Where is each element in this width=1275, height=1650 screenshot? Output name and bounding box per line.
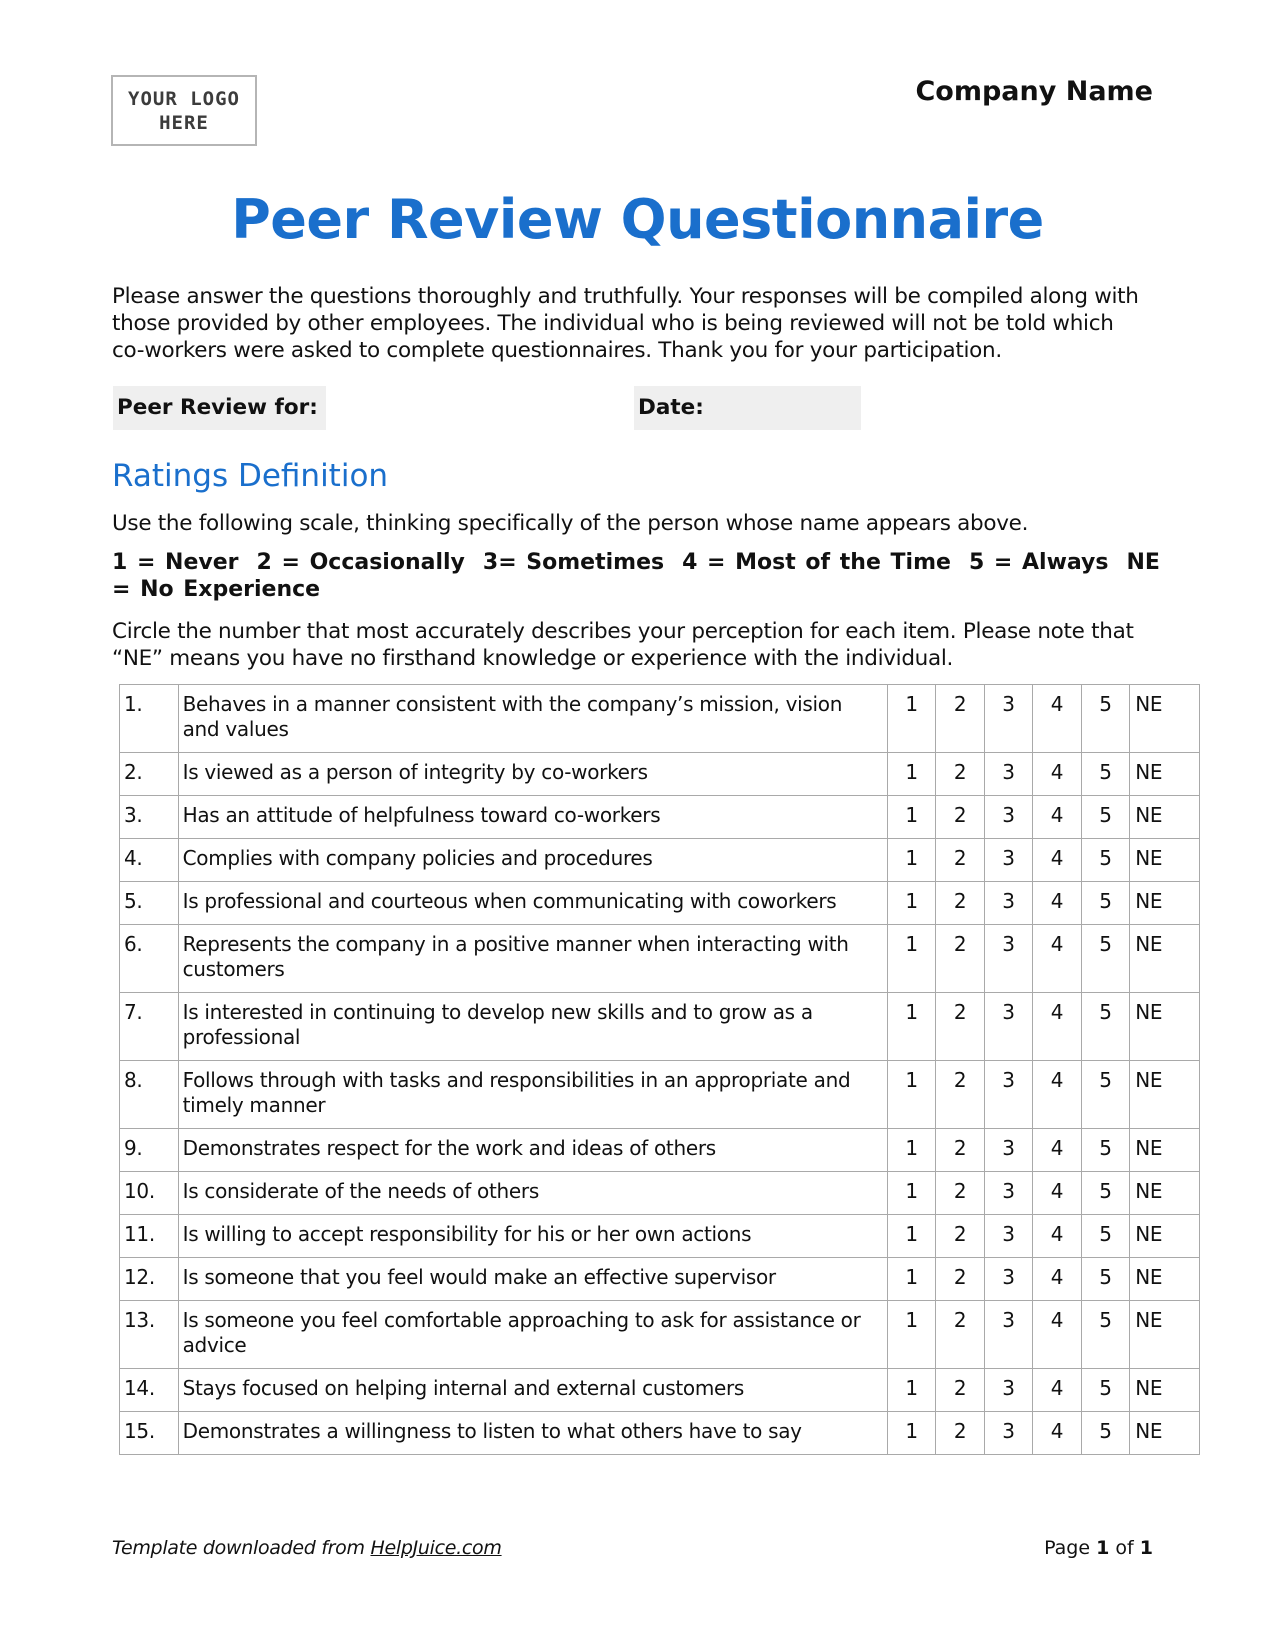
rating-option-3[interactable]: 3 (984, 1061, 1032, 1129)
table-row (120, 685, 1200, 753)
question-number: 6. (120, 925, 179, 993)
table-row (120, 796, 1200, 839)
question-text: Is considerate of the needs of others (178, 1172, 887, 1215)
rating-option-5[interactable]: 5 (1081, 1172, 1129, 1215)
rating-option-4[interactable]: 4 (1033, 1172, 1081, 1215)
rating-option-4[interactable]: 4 (1033, 1301, 1081, 1369)
rating-option-5[interactable]: 5 (1081, 1301, 1129, 1369)
rating-option-5[interactable]: 5 (1081, 1258, 1129, 1301)
ratings-definition-heading: Ratings Definition (112, 458, 389, 494)
page-current: 1 (1096, 1537, 1110, 1559)
rating-option-3[interactable]: 3 (984, 925, 1032, 993)
question-number: 3. (120, 796, 179, 839)
table-row (120, 993, 1200, 1061)
rating-option-ne[interactable]: NE (1130, 993, 1200, 1061)
questions-table (119, 684, 1200, 1455)
rating-option-4[interactable]: 4 (1033, 753, 1081, 796)
rating-option-ne[interactable]: NE (1130, 753, 1200, 796)
rating-scale (112, 549, 1172, 603)
rating-option-4[interactable]: 4 (1033, 1258, 1081, 1301)
table-row (120, 1172, 1200, 1215)
question-text: Is someone that you feel would make an effective supervisor (178, 1258, 887, 1301)
rating-option-3[interactable]: 3 (984, 993, 1032, 1061)
rating-option-ne[interactable]: NE (1130, 925, 1200, 993)
question-text: Is viewed as a person of integrity by co-workers (178, 753, 887, 796)
rating-option-2[interactable]: 2 (936, 925, 984, 993)
question-text: Is interested in continuing to develop new skills and to grow as a professional (178, 993, 887, 1061)
scale-item-1: 1 = Never (112, 550, 239, 575)
page-number (1044, 1537, 1153, 1559)
rating-option-1[interactable]: 1 (887, 796, 935, 839)
question-text: Complies with company policies and procedures (178, 839, 887, 882)
rating-option-1[interactable]: 1 (887, 1258, 935, 1301)
scale-item-ne: NE = No Experience (112, 550, 1160, 602)
question-text: Follows through with tasks and responsibilities in an appropriate and timely manner (178, 1061, 887, 1129)
rating-option-2[interactable]: 2 (936, 993, 984, 1061)
table-row (120, 1412, 1200, 1455)
rating-option-5[interactable]: 5 (1081, 1369, 1129, 1412)
rating-option-3[interactable]: 3 (984, 1172, 1032, 1215)
rating-option-3[interactable]: 3 (984, 1129, 1032, 1172)
intro-paragraph: Please answer the questions thoroughly and truthfully. Your responses will be compiled along with those provided by other employees. The individual who is being reviewed will not be told which co-workers were asked to complete questionnaires. Thank you for your participation. (112, 284, 1139, 363)
rating-option-ne[interactable]: NE (1130, 1172, 1200, 1215)
question-text: Demonstrates respect for the work and ideas of others (178, 1129, 887, 1172)
rating-option-1[interactable]: 1 (887, 1172, 935, 1215)
peer-review-for-field[interactable]: Peer Review for: (113, 386, 326, 430)
question-text: Is someone you feel comfortable approaching to ask for assistance or advice (178, 1301, 887, 1369)
table-row (120, 925, 1200, 993)
rating-option-5[interactable]: 5 (1081, 796, 1129, 839)
rating-option-4[interactable]: 4 (1033, 882, 1081, 925)
rating-option-1[interactable]: 1 (887, 1129, 935, 1172)
rating-option-2[interactable]: 2 (936, 1061, 984, 1129)
rating-option-3[interactable]: 3 (984, 796, 1032, 839)
question-number: 7. (120, 993, 179, 1061)
rating-option-2[interactable]: 2 (936, 796, 984, 839)
rating-option-2[interactable]: 2 (936, 882, 984, 925)
rating-option-3[interactable]: 3 (984, 1369, 1032, 1412)
scale-intro: Use the following scale, thinking specifically of the person whose name appears above. (112, 511, 1029, 536)
rating-option-1[interactable]: 1 (887, 882, 935, 925)
company-name: Company Name (915, 76, 1153, 107)
rating-option-1[interactable]: 1 (887, 1412, 935, 1455)
question-number: 1. (120, 685, 179, 753)
circle-instructions: Circle the number that most accurately describes your perception for each item. Please note that “NE” means you have no firsthand knowledge or experience with the individual. (112, 619, 1134, 671)
rating-option-4[interactable]: 4 (1033, 1412, 1081, 1455)
page-total: 1 (1139, 1537, 1153, 1559)
rating-option-4[interactable]: 4 (1033, 796, 1081, 839)
logo-placeholder (111, 75, 257, 146)
question-number: 12. (120, 1258, 179, 1301)
question-number: 2. (120, 753, 179, 796)
question-number: 5. (120, 882, 179, 925)
rating-option-4[interactable]: 4 (1033, 839, 1081, 882)
rating-option-4[interactable]: 4 (1033, 925, 1081, 993)
table-row (120, 1301, 1200, 1369)
table-row (120, 1258, 1200, 1301)
rating-option-ne[interactable]: NE (1130, 1412, 1200, 1455)
rating-option-2[interactable]: 2 (936, 1412, 984, 1455)
rating-option-ne[interactable]: NE (1130, 1215, 1200, 1258)
rating-option-5[interactable]: 5 (1081, 925, 1129, 993)
rating-option-3[interactable]: 3 (984, 839, 1032, 882)
rating-option-ne[interactable]: NE (1130, 1061, 1200, 1129)
rating-option-3[interactable]: 3 (984, 1258, 1032, 1301)
question-text: Has an attitude of helpfulness toward co-workers (178, 796, 887, 839)
rating-option-3[interactable]: 3 (984, 753, 1032, 796)
question-text: Represents the company in a positive manner when interacting with customers (178, 925, 887, 993)
rating-option-5[interactable]: 5 (1081, 882, 1129, 925)
rating-option-ne[interactable]: NE (1130, 796, 1200, 839)
page-of: of (1115, 1537, 1134, 1559)
logo-line-1: YOUR LOGO (128, 87, 240, 110)
page-word: Page (1044, 1537, 1091, 1559)
question-text: Stays focused on helping internal and external customers (178, 1369, 887, 1412)
scale-item-4: 4 = Most of the Time (682, 550, 951, 575)
scale-item-3: 3= Sometimes (482, 550, 665, 575)
rating-option-2[interactable]: 2 (936, 839, 984, 882)
rating-option-2[interactable]: 2 (936, 1129, 984, 1172)
rating-option-1[interactable]: 1 (887, 753, 935, 796)
rating-option-2[interactable]: 2 (936, 1301, 984, 1369)
table-row (120, 753, 1200, 796)
rating-option-2[interactable]: 2 (936, 1369, 984, 1412)
table-row (120, 1215, 1200, 1258)
rating-option-ne[interactable]: NE (1130, 685, 1200, 753)
rating-option-5[interactable]: 5 (1081, 839, 1129, 882)
rating-option-5[interactable]: 5 (1081, 1412, 1129, 1455)
rating-option-1[interactable]: 1 (887, 925, 935, 993)
question-number: 8. (120, 1061, 179, 1129)
rating-option-2[interactable]: 2 (936, 1258, 984, 1301)
question-text: Is willing to accept responsibility for his or her own actions (178, 1215, 887, 1258)
rating-option-2[interactable]: 2 (936, 1215, 984, 1258)
rating-option-2[interactable]: 2 (936, 1172, 984, 1215)
rating-option-3[interactable]: 3 (984, 1301, 1032, 1369)
rating-option-ne[interactable]: NE (1130, 1258, 1200, 1301)
table-row (120, 839, 1200, 882)
rating-option-1[interactable]: 1 (887, 1061, 935, 1129)
logo-line-2: HERE (159, 111, 209, 134)
question-number: 11. (120, 1215, 179, 1258)
footer-prefix: Template downloaded from (112, 1537, 371, 1559)
rating-option-ne[interactable]: NE (1130, 1301, 1200, 1369)
table-row (120, 882, 1200, 925)
rating-option-ne[interactable]: NE (1130, 839, 1200, 882)
rating-option-1[interactable]: 1 (887, 1369, 935, 1412)
footer-credit (112, 1537, 502, 1559)
rating-option-ne[interactable]: NE (1130, 882, 1200, 925)
rating-option-2[interactable]: 2 (936, 753, 984, 796)
rating-option-4[interactable]: 4 (1033, 1369, 1081, 1412)
rating-option-5[interactable]: 5 (1081, 993, 1129, 1061)
question-number: 15. (120, 1412, 179, 1455)
rating-option-1[interactable]: 1 (887, 839, 935, 882)
helpjuice-link[interactable]: HelpJuice.com (370, 1537, 502, 1559)
question-number: 10. (120, 1172, 179, 1215)
rating-option-3[interactable]: 3 (984, 1215, 1032, 1258)
question-text: Demonstrates a willingness to listen to what others have to say (178, 1412, 887, 1455)
rating-option-5[interactable]: 5 (1081, 1061, 1129, 1129)
rating-option-4[interactable]: 4 (1033, 685, 1081, 753)
rating-option-ne[interactable]: NE (1130, 1369, 1200, 1412)
rating-option-4[interactable]: 4 (1033, 1061, 1081, 1129)
question-number: 9. (120, 1129, 179, 1172)
question-text: Is professional and courteous when communicating with coworkers (178, 882, 887, 925)
scale-item-5: 5 = Always (968, 550, 1109, 575)
table-row (120, 1129, 1200, 1172)
rating-option-1[interactable]: 1 (887, 993, 935, 1061)
table-row (120, 1061, 1200, 1129)
question-number: 13. (120, 1301, 179, 1369)
date-field[interactable]: Date: (634, 386, 861, 430)
rating-option-3[interactable]: 3 (984, 882, 1032, 925)
rating-option-5[interactable]: 5 (1081, 1215, 1129, 1258)
question-number: 14. (120, 1369, 179, 1412)
page-title: Peer Review Questionnaire (231, 188, 1044, 251)
question-number: 4. (120, 839, 179, 882)
scale-item-2: 2 = Occasionally (256, 550, 465, 575)
rating-option-4[interactable]: 4 (1033, 993, 1081, 1061)
rating-option-4[interactable]: 4 (1033, 1129, 1081, 1172)
rating-option-1[interactable]: 1 (887, 1301, 935, 1369)
rating-option-1[interactable]: 1 (887, 685, 935, 753)
rating-option-2[interactable]: 2 (936, 685, 984, 753)
rating-option-3[interactable]: 3 (984, 685, 1032, 753)
rating-option-5[interactable]: 5 (1081, 1129, 1129, 1172)
rating-option-5[interactable]: 5 (1081, 753, 1129, 796)
rating-option-3[interactable]: 3 (984, 1412, 1032, 1455)
rating-option-4[interactable]: 4 (1033, 1215, 1081, 1258)
question-text: Behaves in a manner consistent with the company’s mission, vision and values (178, 685, 887, 753)
table-row (120, 1369, 1200, 1412)
rating-option-ne[interactable]: NE (1130, 1129, 1200, 1172)
rating-option-1[interactable]: 1 (887, 1215, 935, 1258)
rating-option-5[interactable]: 5 (1081, 685, 1129, 753)
